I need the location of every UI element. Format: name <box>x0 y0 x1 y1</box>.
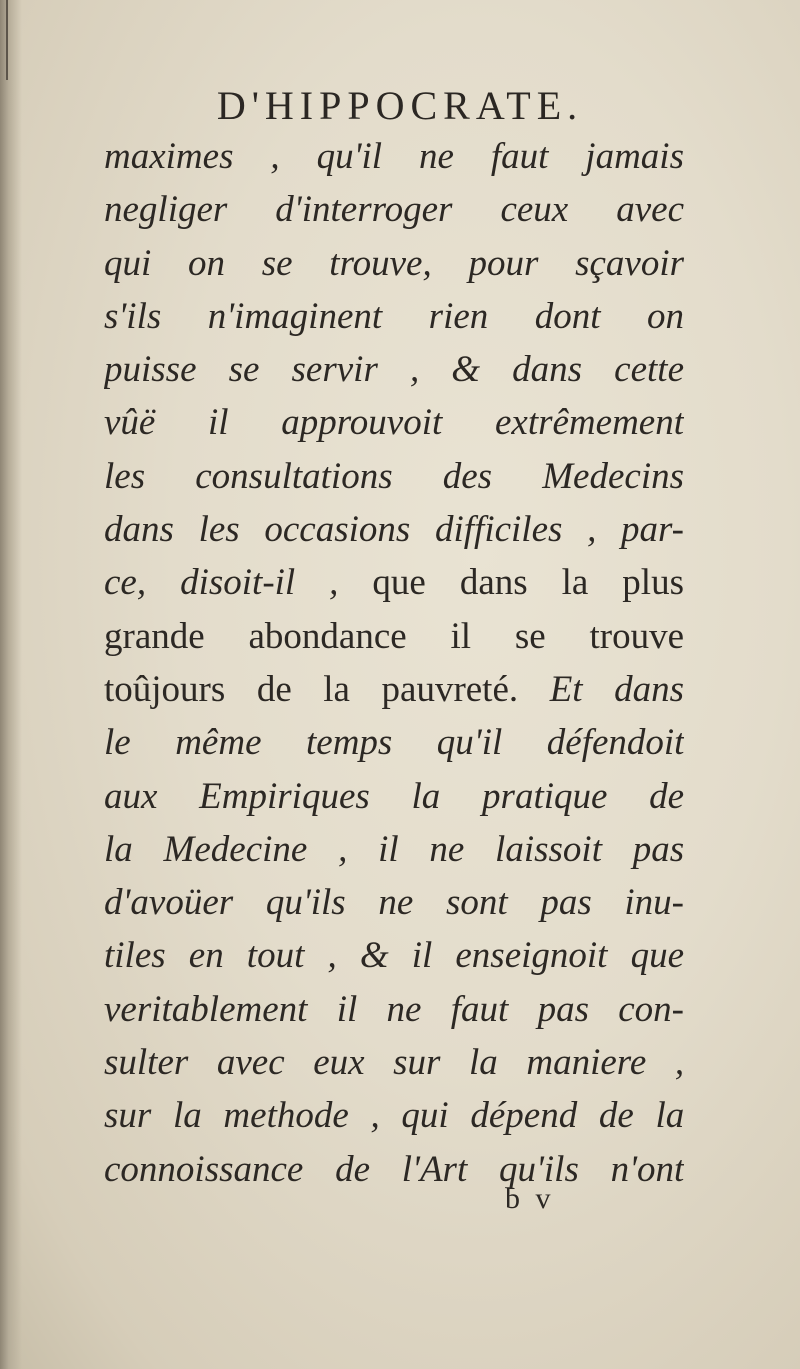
text-line <box>104 183 684 236</box>
text-segment: toûjours de la pauvreté. <box>104 668 550 710</box>
text-line <box>104 556 684 609</box>
text-segment: veritablement il ne faut pas con- <box>104 988 684 1030</box>
text-segment: qui on se trouve, pour sçavoir <box>104 242 684 284</box>
text-line <box>104 1143 684 1196</box>
text-line <box>104 823 684 876</box>
text-segment: maximes , qu'il ne faut jamais <box>104 136 684 177</box>
page-fold-line <box>6 0 8 80</box>
text-segment: sur la methode , qui dépend de la <box>104 1095 684 1137</box>
text-segment: tiles en tout , & il enseignoit que <box>104 935 684 977</box>
text-segment: la Medecine , il ne laissoit pas <box>104 828 684 870</box>
text-line <box>104 1036 684 1089</box>
text-line <box>104 876 684 929</box>
text-line <box>104 503 684 556</box>
text-segment: Et dans <box>549 668 684 710</box>
text-line <box>104 237 684 290</box>
text-line <box>104 450 684 503</box>
text-line <box>104 663 684 716</box>
text-segment: dans les occasions difficiles , par- <box>104 509 684 551</box>
text-line <box>104 130 684 183</box>
gutter-shadow <box>0 0 22 1369</box>
text-line <box>104 290 684 343</box>
text-segment: connoissance de l'Art qu'ils n'ont <box>104 1148 684 1190</box>
text-line <box>104 343 684 396</box>
text-segment: vûë il approuvoit extrêmement <box>104 402 684 444</box>
running-head: D'HIPPOCRATE. <box>216 83 584 128</box>
text-segment: les consultations des Medecins <box>104 455 684 497</box>
text-line <box>104 770 684 823</box>
text-segment: que dans la plus <box>338 562 684 604</box>
body-text <box>104 130 684 1196</box>
text-segment: d'avoüer qu'ils ne sont pas inu- <box>104 882 684 924</box>
text-segment: aux Empiriques la pratique de <box>104 775 684 817</box>
text-segment: negliger d'interroger ceux avec <box>104 189 684 231</box>
signature-mark: b v <box>505 1182 555 1215</box>
text-line <box>104 1089 684 1142</box>
text-segment: grande abondance il se trouve <box>104 615 684 657</box>
text-line <box>104 929 684 982</box>
text-line <box>104 983 684 1036</box>
text-line <box>104 716 684 769</box>
text-segment: s'ils n'imaginent rien dont on <box>104 295 684 337</box>
text-segment: sulter avec eux sur la maniere , <box>104 1042 684 1084</box>
text-segment: ce, disoit-il , <box>104 562 339 604</box>
text-line <box>104 396 684 449</box>
text-segment: puisse se servir , & dans cette <box>104 349 684 391</box>
text-line <box>104 610 684 663</box>
text-segment: le même temps qu'il défendoit <box>104 722 684 764</box>
